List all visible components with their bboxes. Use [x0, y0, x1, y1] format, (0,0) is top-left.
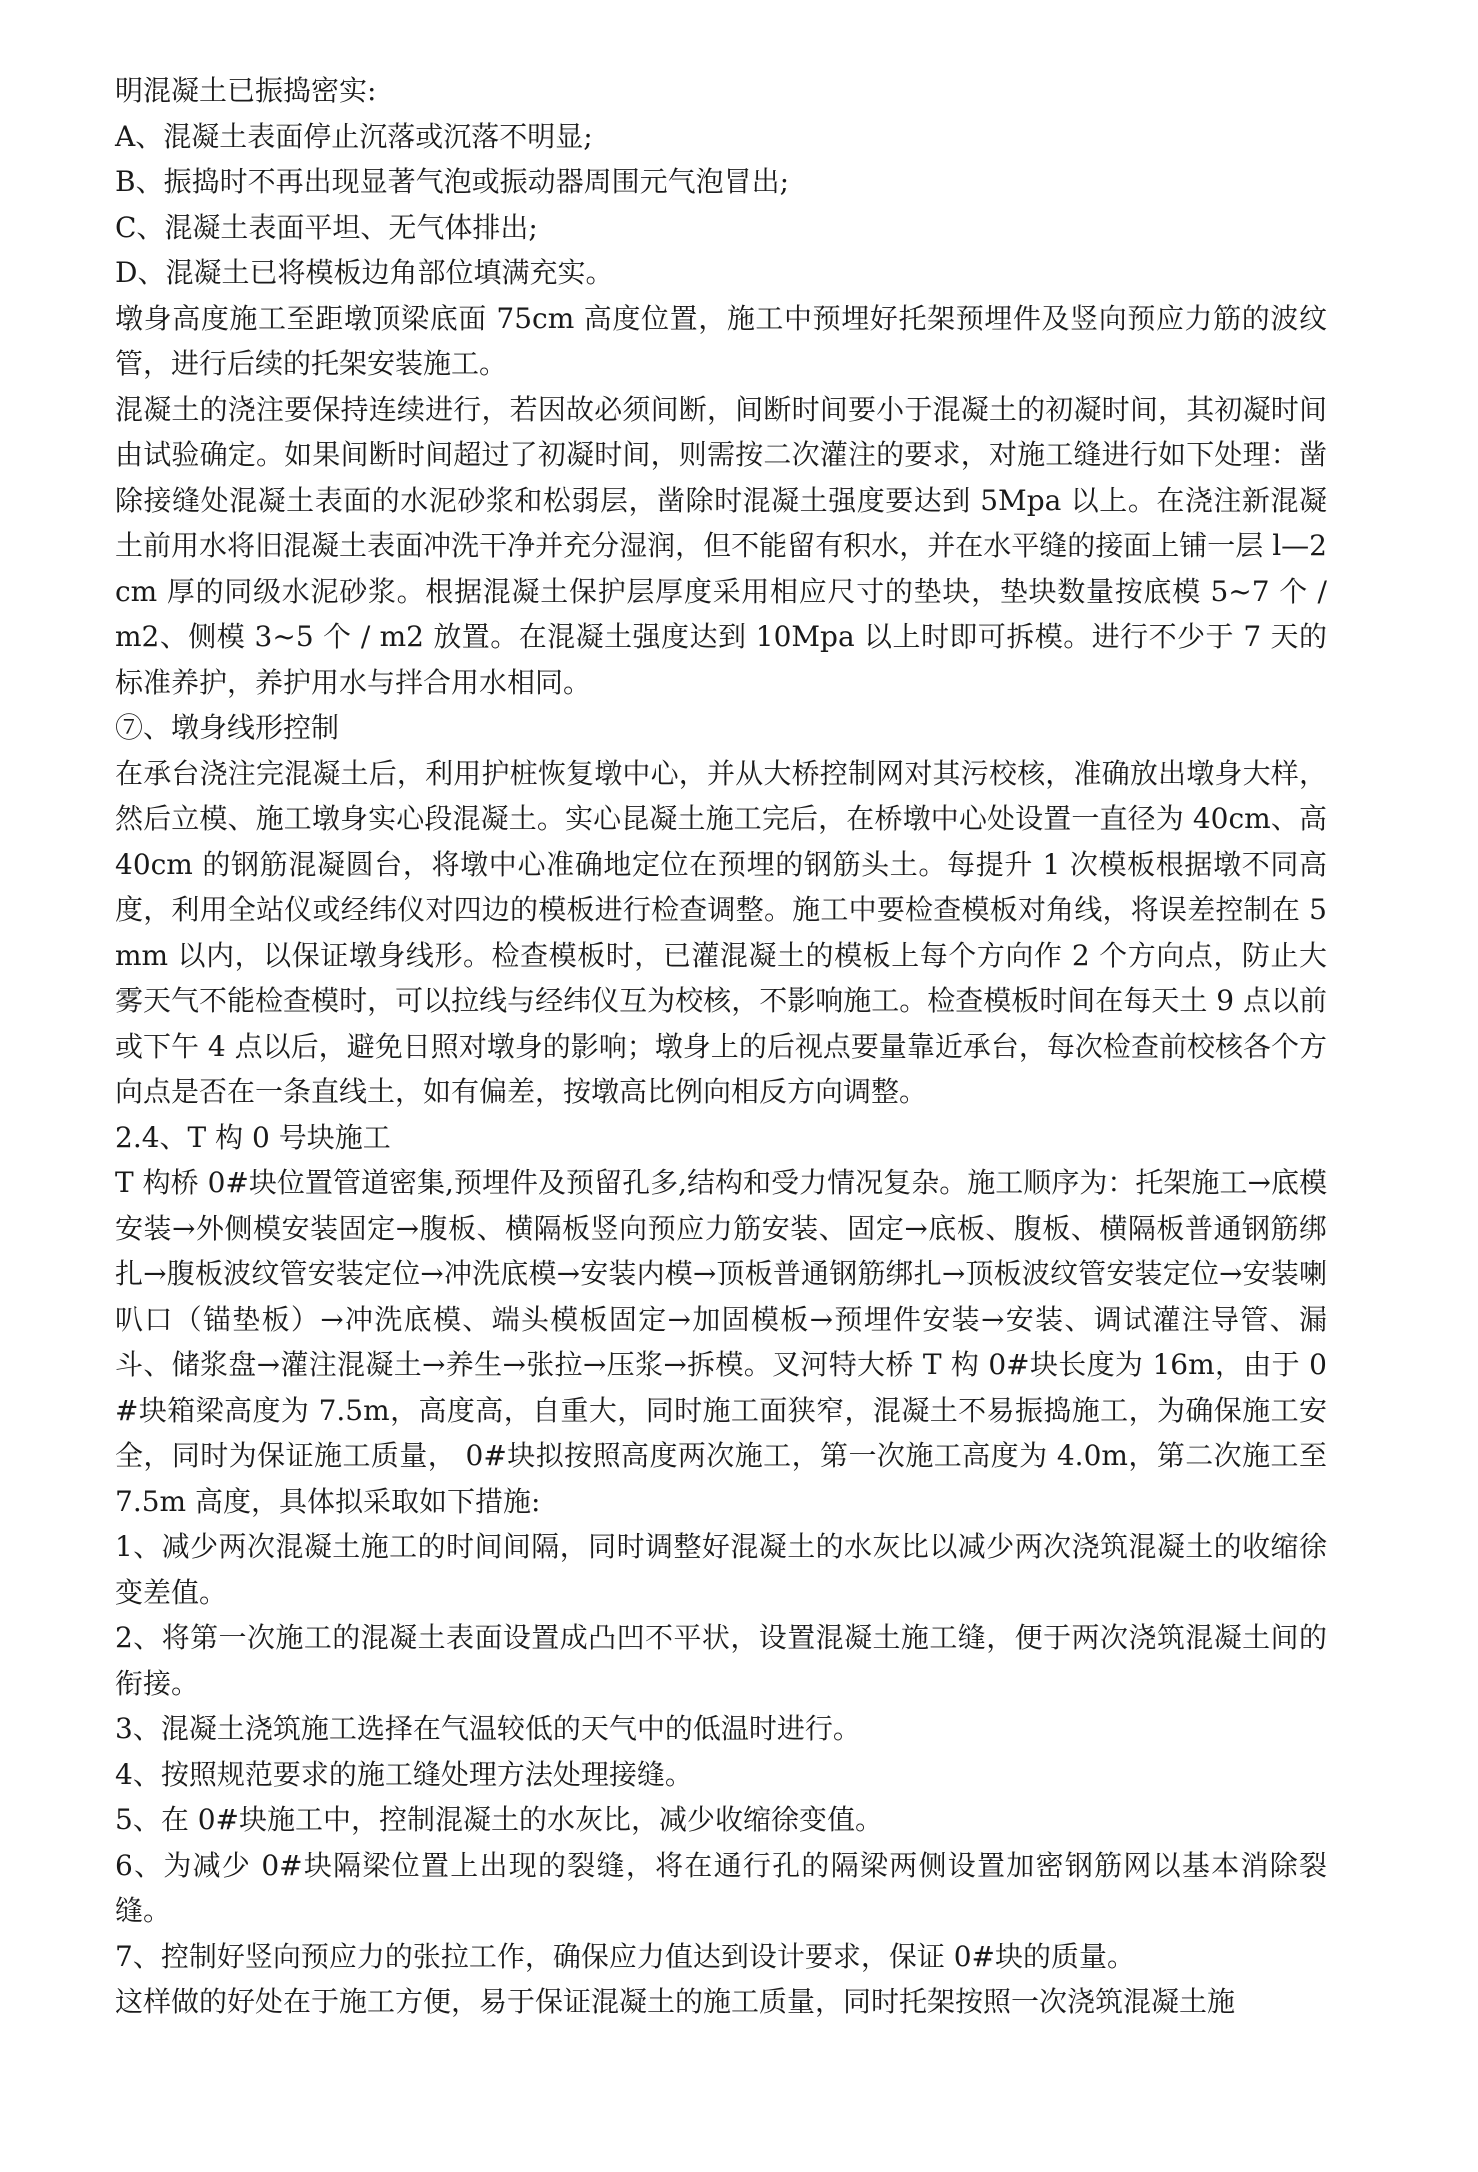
- measure-item-5: 5、在 0#块施工中，控制混凝土的水灰比，减少收缩徐变值。: [115, 1803, 883, 1836]
- section-heading-2-4: 2.4、T 构 0 号块施工: [115, 1120, 391, 1154]
- measure-item-6: 6、为减少 0#块隔梁位置上出现的裂缝，将在通行孔的隔梁两侧设置加密钢筋网以基本消除裂缝。: [115, 1848, 1327, 1927]
- list-item-c: C、混凝土表面平坦、无气体排出;: [115, 210, 538, 244]
- list-item-d: D、混凝土已将模板边角部位填满充实。: [115, 256, 614, 289]
- paragraph-pier-alignment: 在承台浇注完混凝土后，利用护桩恢复墩中心，并从大桥控制网对其污校核，准确放出墩身大样，然后立模、施工墩身实心段混凝土。实心昆凝土施工完后，在桥墩中心处设置一直径为 40cm、高 40cm 的钢筋混凝圆台，将墩中心准确地定位在预埋的钢筋头土。每提升 1 次模板根据墩不同高度，利用全站仪或经纬仪对四边的模板进行检查调整。施工中要检查模板对角线，将误差控制在 5mm 以内，以保证墩身线形。检查模板时，已灌混凝土的模板上每个方向作 2 个方向点，防止大雾天气不能检查模时，可以拉线与经纬仪互为校核，不影响施工。检查模板时间在每天土 9 点以前或下午 4 点以后，避免日照对墩身的影响；墩身上的后视点要量靠近承台，每次检查前校核各个方向点是否在一条直线土，如有偏差，按墩高比例向相反方向调整。: [115, 756, 1327, 1108]
- section-heading-pier-alignment: ⑦、墩身线形控制: [115, 711, 340, 744]
- paragraph-pier-height: 墩身高度施工至距墩顶梁底面 75cm 高度位置，施工中预埋好托架预埋件及竖向预应力筋的波纹管，进行后续的托架安装施工。: [115, 301, 1327, 380]
- measure-item-3: 3、混凝土浇筑施工选择在气温较低的天气中的低温时进行。: [115, 1712, 861, 1745]
- measure-item-4: 4、按照规范要求的施工缝处理方法处理接缝。: [115, 1757, 693, 1791]
- paragraph-closing: 这样做的好处在于施工方便，易于保证混凝土的施工质量，同时托架按照一次浇筑混凝土施: [115, 1985, 1236, 2018]
- document-page: [115, 68, 1327, 2025]
- list-item-a: A、混凝土表面停止沉落或沉落不明显;: [115, 119, 593, 153]
- paragraph-1: 明混凝土已振捣密实:: [115, 74, 377, 107]
- paragraph-concrete-pouring: 混凝土的浇注要保持连续进行，若因故必须间断，间断时间要小于混凝土的初凝时间，其初凝时间由试验确定。如果间断时间超过了初凝时间，则需按二次灌注的要求，对施工缝进行如下处理：凿除接缝处混凝土表面的水泥砂浆和松弱层，凿除时混凝土强度要达到 5Mpa 以上。在浇注新混凝土前用水将旧混凝土表面冲洗干净并充分湿润，但不能留有积水，并在水平缝的接面上铺一层 l—2cm 厚的同级水泥砂浆。根据混凝土保护层厚度采用相应尺寸的垫块，垫块数量按底模 5~7 个 / m2、侧模 3~5 个 / m2 放置。在混凝土强度达到 10Mpa 以上时即可拆模。进行不少于 7 天的标准养护，养护用水与拌合用水相同。: [115, 392, 1327, 699]
- list-item-b: B、振捣时不再出现显著气泡或振动器周围元气泡冒出;: [115, 165, 790, 198]
- measure-item-7: 7、控制好竖向预应力的张拉工作，确保应力值达到设计要求，保证 0#块的质量。: [115, 1939, 1135, 1973]
- paragraph-block-0-sequence: T 构桥 0#块位置管道密集,预埋件及预留孔多,结构和受力情况复杂。施工顺序为：托架施工→底模安装→外侧模安装固定→腹板、横隔板竖向预应力筋安装、固定→底板、腹板、横隔板普通钢筋绑扎→腹板波纹管安装定位→冲洗底模→安装内模→顶板普通钢筋绑扎→顶板波纹管安装定位→安装喇叭口（锚垫板）→冲洗底模、端头模板固定→加固模板→预埋件安装→安装、调试灌注导管、漏斗、储浆盘→灌注混凝土→养生→张拉→压浆→拆模。叉河特大桥 T 构 0#块长度为 16m，由于 0#块箱梁高度为 7.5m，高度高，自重大，同时施工面狭窄，混凝土不易振捣施工，为确保施工安全，同时为保证施工质量， 0#块拟按照高度两次施工，第一次施工高度为 4.0m，第二次施工至 7.5m 高度，具体拟采取如下措施:: [115, 1166, 1327, 1518]
- measure-item-1: 1、减少两次混凝土施工的时间间隔，同时调整好混凝土的水灰比以减少两次浇筑混凝土的收缩徐变差值。: [115, 1530, 1327, 1609]
- measure-item-2: 2、将第一次施工的混凝土表面设置成凸凹不平状，设置混凝土施工缝，便于两次浇筑混凝土间的衔接。: [115, 1621, 1327, 1700]
